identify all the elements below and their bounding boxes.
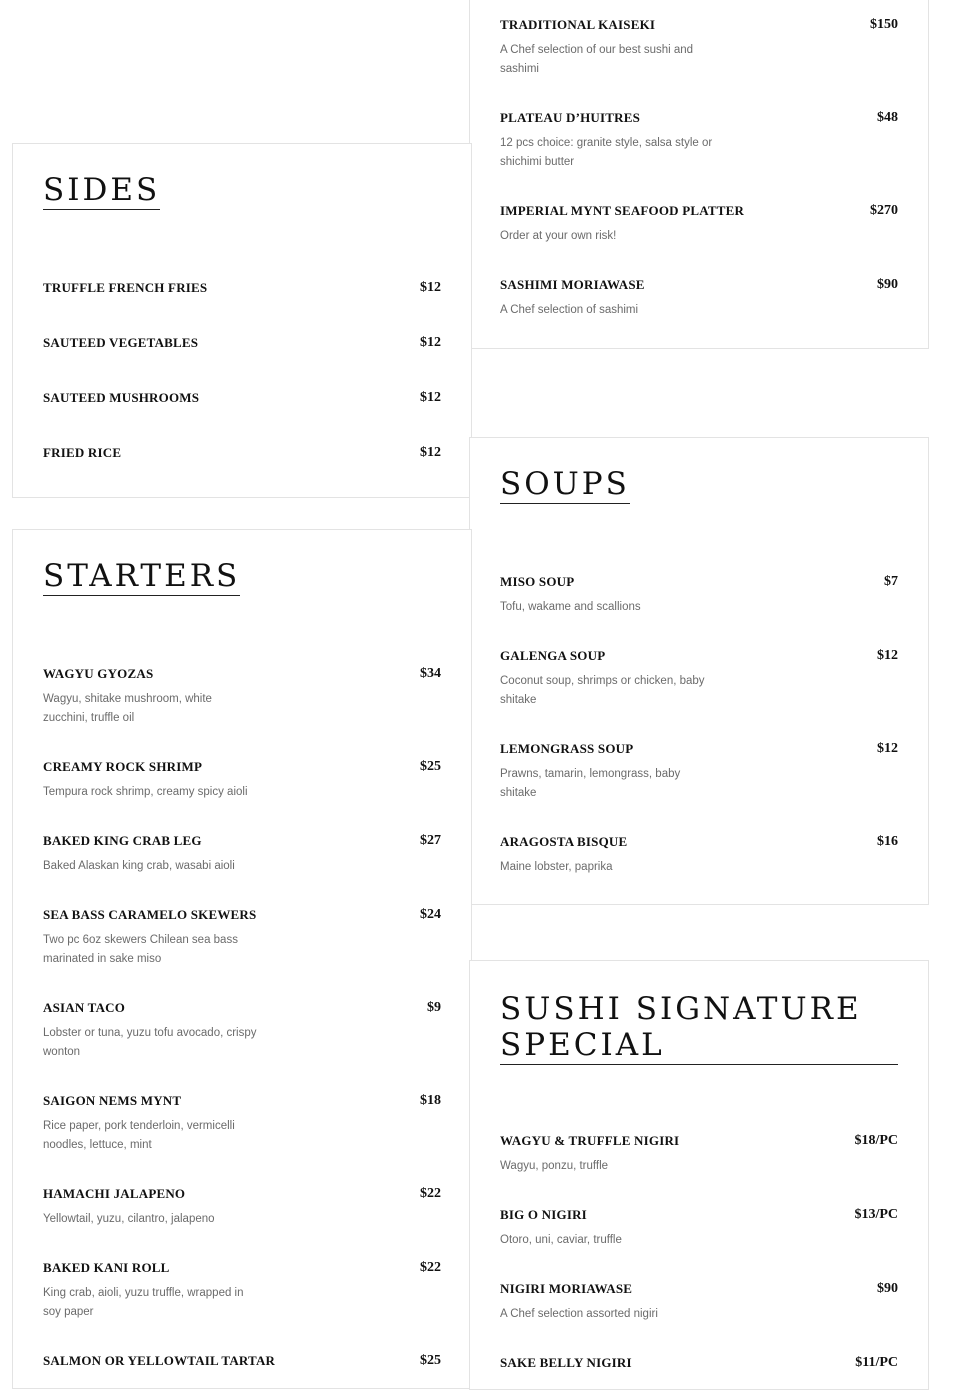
- item-name: BIG O NIGIRI: [500, 1207, 587, 1222]
- item-name: PLATEAU D’HUITRES: [500, 110, 641, 125]
- sides-card: [12, 143, 472, 498]
- item-description: Wagyu, shitake mushroom, white zucchini, truffle oil: [43, 693, 212, 724]
- item-price: $90: [877, 1281, 898, 1296]
- item-description: Yellowtail, yuzu, cilantro, jalapeno: [43, 1213, 215, 1225]
- item-description: Lobster or tuna, yuzu tofu avocado, crispy wonton: [43, 1027, 257, 1058]
- soups-card: [469, 437, 929, 905]
- item-name: WAGYU & TRUFFLE NIGIRI: [500, 1133, 680, 1148]
- section-title-line-2: SPECIAL: [500, 1027, 665, 1063]
- item-name: HAMACHI JALAPENO: [43, 1186, 186, 1201]
- item-description: Prawns, tamarin, lemongrass, baby shitake: [500, 768, 681, 799]
- item-description: Otoro, uni, caviar, truffle: [500, 1234, 622, 1246]
- item-price: $12: [420, 280, 441, 295]
- item-description: Tempura rock shrimp, creamy spicy aioli: [43, 786, 248, 798]
- item-description: A Chef selection of our best sushi and sashimi: [500, 44, 694, 75]
- item-description: Tofu, wakame and scallions: [500, 601, 641, 613]
- item-name: SEA BASS CARAMELO SKEWERS: [43, 907, 257, 922]
- item-description: 12 pcs choice: granite style, salsa style or shichimi butter: [500, 137, 713, 168]
- item-price: $7: [884, 574, 898, 589]
- item-description: A Chef selection of sashimi: [500, 304, 639, 316]
- item-name: GALENGA SOUP: [500, 648, 606, 663]
- item-description: Order at your own risk!: [500, 230, 617, 242]
- starters-card: [12, 529, 472, 1389]
- section-title: SOUPS: [500, 466, 630, 502]
- item-price: $16: [877, 834, 898, 849]
- item-price: $18/PC: [854, 1133, 898, 1148]
- item-name: BAKED KING CRAB LEG: [43, 833, 202, 848]
- item-price: $90: [877, 277, 898, 292]
- item-name: CREAMY ROCK SHRIMP: [43, 759, 203, 774]
- item-price: $12: [420, 335, 441, 350]
- signature-platters-card: [469, 0, 929, 349]
- item-price: $150: [870, 17, 898, 32]
- item-name: SAIGON NEMS MYNT: [43, 1093, 182, 1108]
- item-price: $25: [420, 759, 441, 774]
- section-title: SIDES: [43, 172, 161, 208]
- item-price: $18: [420, 1093, 441, 1108]
- item-name: SASHIMI MORIAWASE: [500, 277, 645, 292]
- item-name: BAKED KANI ROLL: [43, 1260, 170, 1275]
- section-title: STARTERS: [43, 558, 241, 594]
- item-name: LEMONGRASS SOUP: [500, 741, 634, 756]
- item-price: $12: [420, 390, 441, 405]
- item-price: $22: [420, 1260, 441, 1275]
- item-price: $48: [877, 110, 898, 125]
- item-name: ASIAN TACO: [43, 1000, 126, 1015]
- item-name: FRIED RICE: [43, 445, 122, 460]
- item-name: SAUTEED VEGETABLES: [43, 335, 199, 350]
- item-price: $9: [427, 1000, 441, 1015]
- item-name: TRUFFLE FRENCH FRIES: [43, 280, 208, 295]
- item-description: Wagyu, ponzu, truffle: [500, 1160, 609, 1172]
- item-name: SAUTEED MUSHROOMS: [43, 390, 200, 405]
- item-name: WAGYU GYOZAS: [43, 666, 154, 681]
- section-title-line-1: SUSHI SIGNATURE: [500, 991, 862, 1027]
- item-price: $12: [420, 445, 441, 460]
- section-title: [500, 991, 898, 1065]
- item-price: $12: [877, 741, 898, 756]
- item-price: $27: [420, 833, 441, 848]
- item-price: $11/PC: [855, 1355, 898, 1370]
- item-price: $12: [877, 648, 898, 663]
- item-description: King crab, aioli, yuzu truffle, wrapped in soy paper: [43, 1287, 244, 1318]
- item-description: Baked Alaskan king crab, wasabi aioli: [43, 860, 235, 872]
- item-description: Rice paper, pork tenderloin, vermicelli noodles, lettuce, mint: [43, 1120, 235, 1151]
- item-description: Two pc 6oz skewers Chilean sea bass marinated in sake miso: [43, 934, 238, 965]
- item-price: $24: [420, 907, 441, 922]
- item-name: SALMON OR YELLOWTAIL TARTAR: [43, 1353, 276, 1368]
- item-price: $13/PC: [854, 1207, 898, 1222]
- item-price: $34: [420, 666, 441, 681]
- item-price: $22: [420, 1186, 441, 1201]
- item-description: A Chef selection assorted nigiri: [500, 1308, 658, 1320]
- sushi-signature-special-card: [469, 960, 929, 1390]
- item-name: TRADITIONAL KAISEKI: [500, 17, 656, 32]
- item-name: SAKE BELLY NIGIRI: [500, 1355, 632, 1370]
- item-name: ARAGOSTA BISQUE: [500, 834, 628, 849]
- item-name: NIGIRI MORIAWASE: [500, 1281, 633, 1296]
- item-price: $270: [870, 203, 898, 218]
- item-name: MISO SOUP: [500, 574, 575, 589]
- item-description: Coconut soup, shrimps or chicken, baby shitake: [500, 675, 705, 706]
- item-description: Maine lobster, paprika: [500, 861, 613, 873]
- item-name: IMPERIAL MYNT SEAFOOD PLATTER: [500, 203, 745, 218]
- item-price: $25: [420, 1353, 441, 1368]
